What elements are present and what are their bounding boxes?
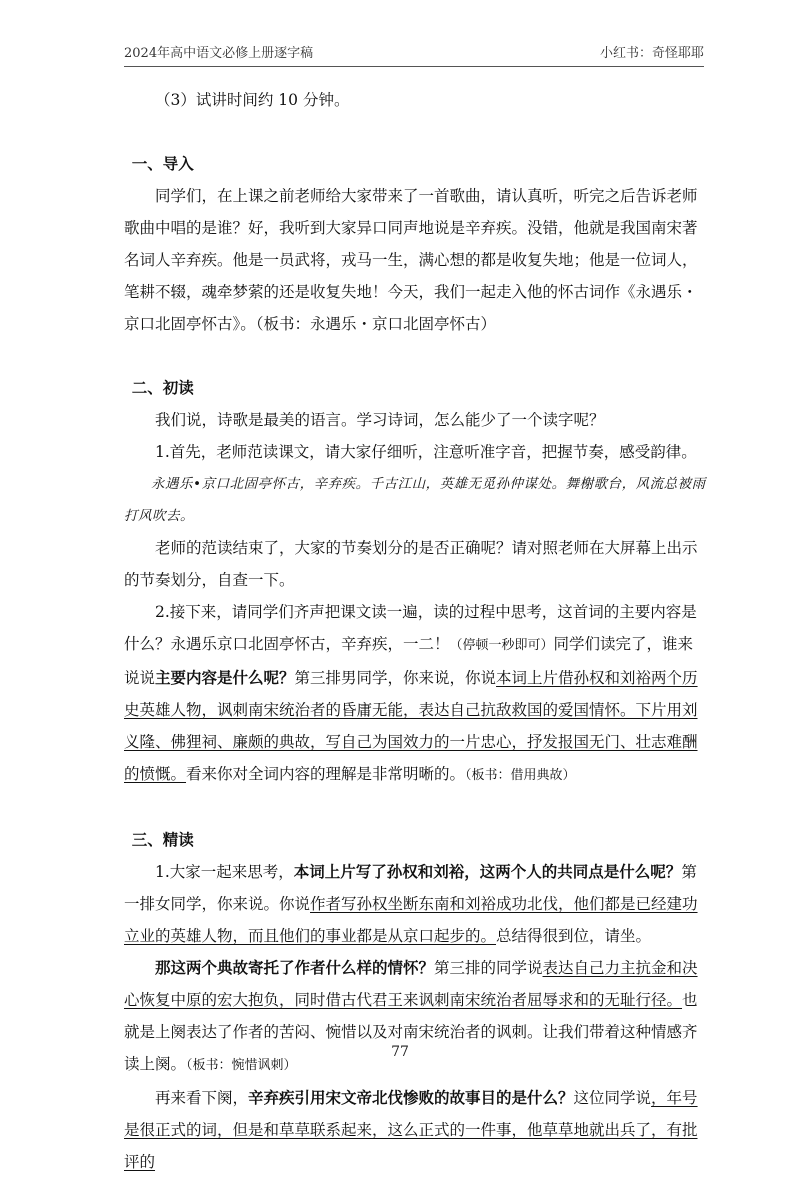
bold-question: 那这两个典故寄托了作者什么样的情怀？ — [155, 958, 435, 977]
underlined-answer: ，年号是很正式的词，但是和草草联系起来，这么正式的一件事，他草草地就出兵了，有批评的 — [124, 1089, 698, 1171]
blackboard-note: （板书：惋惜讽刺） — [186, 1058, 297, 1073]
underlined-answer: 作者写孙权坐断东南和刘裕成功北伐，他们都是已经建功立业的英雄人物，而且他们的事业都是从京口起步的。 — [124, 895, 698, 945]
text: 第三排男同学，你来说，你说 — [294, 669, 497, 687]
text: 第三排的同学说 — [434, 959, 543, 977]
text: 1.大家一起来思考， — [155, 863, 294, 881]
section-heading-first-reading: 二、初读 — [131, 378, 194, 397]
paragraph — [124, 856, 708, 952]
text: 总结得很到位，请坐。 — [496, 927, 652, 945]
text: 2.接下来，请同学们齐声把课文读一遍，读的过程中思考，这首词的主要内容是什么？永遇乐京口北固亭怀古，辛弃疾，一二！ — [124, 603, 697, 653]
header-divider — [124, 66, 704, 67]
underlined-answer: 表达自己力主抗金和决心恢复中原的宏大抱负，同时借古代君王来讽刺南宋统治者屈辱求和的无耻行径。 — [124, 959, 698, 1009]
paragraph — [124, 1082, 708, 1178]
bold-question: 辛弃疾引用宋文帝北伐惨败的故事目的是什么？ — [248, 1088, 574, 1107]
intro-line: （3）试讲时间约 10 分钟。 — [155, 91, 350, 109]
underlined-answer: 本词上片借孙权和刘裕两个历史英雄人物，讽刺南宋统治者的昏庸无能，表达自己抗敌救国的爱国情怀。下片用刘义隆、佛狸祠、廉颇的典故，写自己为国效力的一片忠心，抒发报国无门、壮志难酬的愤慨。 — [124, 669, 698, 783]
header-title: 2024年高中语文必修上册逐字稿 — [124, 46, 314, 61]
paragraph: 1.首先，老师范读课文，请大家仔细听，注意听准字音，把握节奏，感受韵律。 — [155, 443, 697, 461]
header-author: 小红书：奇怪耶耶 — [599, 46, 704, 61]
document-body — [124, 84, 708, 1178]
text: 再来看下阕， — [155, 1089, 249, 1107]
text: 这位同学说 — [573, 1089, 652, 1107]
section-heading-intro: 一、导入 — [131, 154, 194, 173]
paragraph: 老师的范读结束了，大家的节奏划分的是否正确呢？请对照老师在大屏幕上出示的节奏划分，自查一下。 — [124, 539, 698, 589]
poem-text: 永遇乐•京口北固亭怀古，辛弃疾。千古江山，英雄无觅孙仲谋处。舞榭歌台，风流总被雨打风吹去。 — [124, 476, 706, 524]
bold-question: 本词上片写了孙权和刘裕，这两个人的共同点是什么呢？ — [293, 862, 682, 881]
paragraph: 同学们，在上课之前老师给大家带来了一首歌曲，请认真听，听完之后告诉老师歌曲中唱的是谁？好，我听到大家异口同声地说是辛弃疾。没错，他就是我国南宋著名词人辛弃疾。他是一员武将，戎马一生，满心想的都是收复失地；他是一位词人，笔耕不辍，魂牵梦萦的还是收复失地！今天，我们一起走入他的怀古词作《永遇乐・京口北固亭怀古》。（板书：永遇乐・京口北固亭怀古） — [124, 187, 698, 333]
blackboard-note: （板书：借用典故） — [465, 768, 576, 783]
section-heading-close-reading: 三、精读 — [131, 830, 194, 849]
paragraph: 我们说，诗歌是最美的语言。学习诗词，怎么能少了一个读字呢？ — [155, 411, 605, 429]
bold-question: 主要内容是什么呢？ — [155, 668, 295, 687]
page-number: 77 — [391, 1044, 409, 1060]
text: 也就是上阕表达了作者的苦闷、惋惜以及对南宋统治者的讽刺。让我们带着这种情感齐读上阕。 — [124, 991, 698, 1073]
text: 第一排女同学，你来说。你说 — [124, 863, 697, 913]
text: 看来你对全词内容的理解是非常明晰的。 — [186, 765, 466, 783]
stage-direction: （停顿一秒即可） — [449, 638, 554, 653]
paragraph — [124, 596, 708, 792]
text: 同学们读完了，谁来说说 — [124, 635, 694, 687]
paragraph — [124, 952, 708, 1082]
